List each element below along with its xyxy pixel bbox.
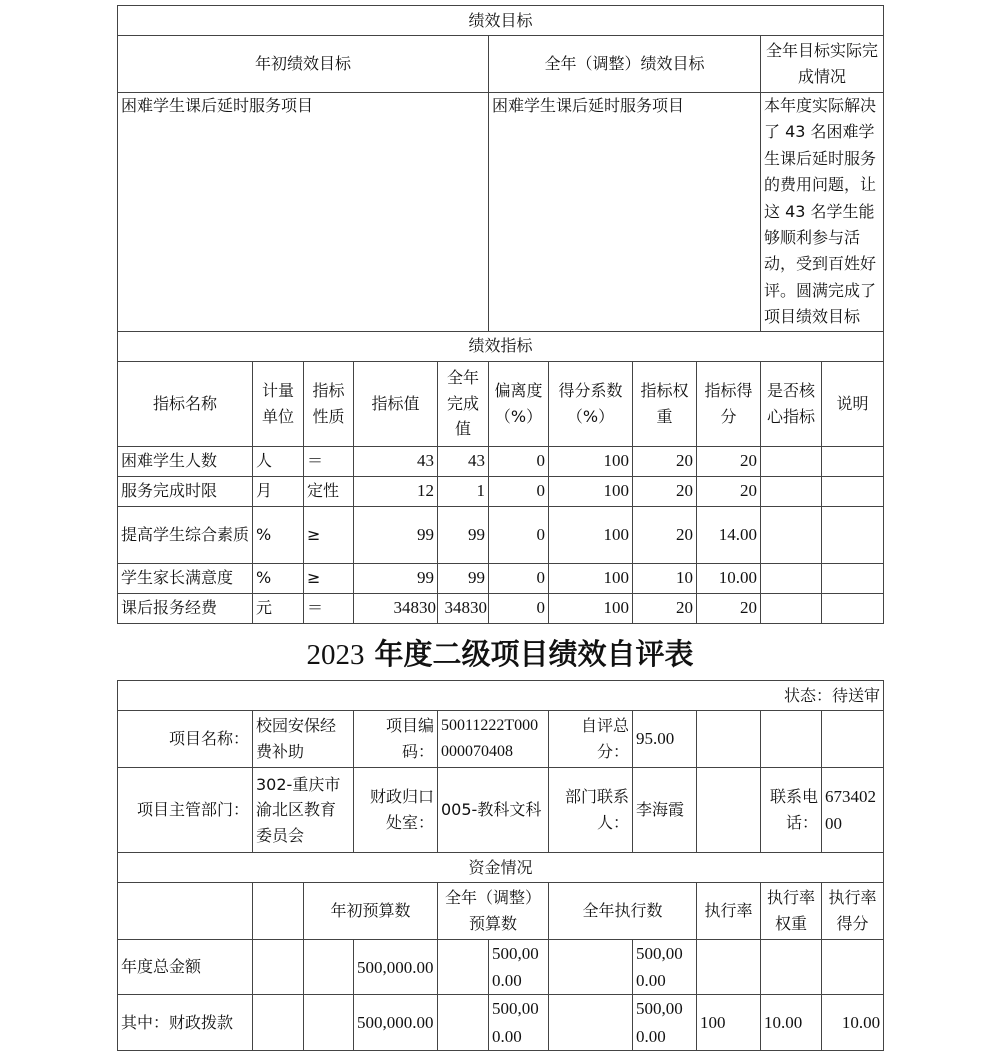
funds-header: 执行率: [697, 883, 761, 940]
indicator-completed: 34830: [438, 593, 489, 623]
indicator-nature: ≥: [304, 506, 354, 563]
funds-header: 全年执行数: [549, 883, 697, 940]
indicator-header: 指标权重: [633, 361, 697, 446]
indicators-section-title: 绩效指标: [118, 331, 884, 361]
funds-row-label: 年度总金额: [118, 940, 253, 995]
indicator-note: [822, 506, 884, 563]
indicator-weight: 20: [633, 593, 697, 623]
indicator-header: 指标性质: [304, 361, 354, 446]
indicator-coefficient: 100: [549, 506, 633, 563]
indicator-deviation: 0: [489, 506, 549, 563]
indicator-value: 99: [354, 506, 438, 563]
funds-row: [118, 940, 884, 995]
indicator-weight: 20: [633, 476, 697, 506]
indicator-completed: 1: [438, 476, 489, 506]
funds-weight: [761, 940, 822, 995]
funds-header: 执行率权重: [761, 883, 822, 940]
indicator-value: 99: [354, 563, 438, 593]
indicator-completed: 99: [438, 563, 489, 593]
indicator-header: 偏离度（%）: [489, 361, 549, 446]
funds-adjusted: 500,000.00: [489, 940, 549, 995]
indicator-row: [118, 446, 884, 476]
indicator-coefficient: 100: [549, 563, 633, 593]
indicator-row: [118, 476, 884, 506]
indicator-header: 全年完成值: [438, 361, 489, 446]
indicator-nature: ≥: [304, 563, 354, 593]
funds-section-title: 资金情况: [118, 853, 884, 883]
indicator-score: 20: [697, 446, 761, 476]
dept-value: 302-重庆市渝北区教育委员会: [253, 768, 354, 853]
project-code-value: 50011222T000000070408: [438, 711, 549, 768]
col-initial-goal-header: 年初绩效目标: [118, 36, 489, 93]
empty-cell: [304, 995, 354, 1050]
indicator-coefficient: 100: [549, 593, 633, 623]
indicator-name: 学生家长满意度: [118, 563, 253, 593]
funds-executed: 500,000.00: [633, 940, 697, 995]
indicator-note: [822, 563, 884, 593]
indicator-deviation: 0: [489, 593, 549, 623]
finance-value: 005-教科文科: [438, 768, 549, 853]
funds-header: 年初预算数: [304, 883, 438, 940]
funds-score: 10.00: [822, 995, 884, 1050]
indicator-note: [822, 446, 884, 476]
indicator-note: [822, 476, 884, 506]
indicator-core: [761, 563, 822, 593]
finance-label: 财政归口处室：: [354, 768, 438, 853]
indicator-value: 43: [354, 446, 438, 476]
indicator-header: 指标得分: [697, 361, 761, 446]
indicator-name: 困难学生人数: [118, 446, 253, 476]
indicator-value: 12: [354, 476, 438, 506]
indicator-nature: ＝: [304, 593, 354, 623]
adjusted-goal-text: 困难学生课后延时服务项目: [489, 93, 761, 332]
indicator-header: 计量单位: [253, 361, 304, 446]
indicator-weight: 20: [633, 446, 697, 476]
indicator-weight: 20: [633, 506, 697, 563]
indicator-unit: 月: [253, 476, 304, 506]
indicator-note: [822, 593, 884, 623]
project-name-label: 项目名称：: [118, 711, 253, 768]
indicator-core: [761, 506, 822, 563]
empty-cell: [253, 940, 304, 995]
project-code-label: 项目编码：: [354, 711, 438, 768]
funds-header: 执行率得分: [822, 883, 884, 940]
actual-completion-text: 本年度实际解决了 43 名困难学生课后延时服务的费用问题，让这 43 名学生能够顺利参与活动，受到百姓好评。圆满完成了项目绩效目标: [761, 93, 884, 332]
performance-goals-table: [117, 5, 884, 624]
funds-adjusted: 500,000.00: [489, 995, 549, 1050]
indicator-row: [118, 563, 884, 593]
funds-initial: 500,000.00: [354, 940, 438, 995]
empty-cell: [549, 940, 633, 995]
indicator-deviation: 0: [489, 446, 549, 476]
indicator-unit: %: [253, 563, 304, 593]
indicator-name: 课后报务经费: [118, 593, 253, 623]
form-title-year: 2023: [306, 639, 365, 671]
indicator-core: [761, 476, 822, 506]
contact-value: 李海霞: [633, 768, 697, 853]
indicator-unit: 人: [253, 446, 304, 476]
indicator-row: [118, 593, 884, 623]
goals-section-title: 绩效目标: [118, 6, 884, 36]
col-actual-completion-header: 全年目标实际完成情况: [761, 36, 884, 93]
indicator-score: 14.00: [697, 506, 761, 563]
funds-header: 全年（调整）预算数: [438, 883, 549, 940]
empty-cell: [438, 940, 489, 995]
indicator-coefficient: 100: [549, 446, 633, 476]
status-text: 状态：待送审: [118, 681, 884, 711]
empty-cell: [761, 711, 822, 768]
indicator-header: 是否核心指标: [761, 361, 822, 446]
score-value: 95.00: [633, 711, 697, 768]
indicator-core: [761, 446, 822, 476]
form-title-text: 年度二级项目绩效自评表: [364, 637, 694, 671]
indicator-header: 指标名称: [118, 361, 253, 446]
indicator-row: [118, 506, 884, 563]
empty-cell: [438, 995, 489, 1050]
empty-cell: [253, 995, 304, 1050]
indicator-score: 10.00: [697, 563, 761, 593]
indicator-header: 得分系数（%）: [549, 361, 633, 446]
dept-label: 项目主管部门：: [118, 768, 253, 853]
indicator-core: [761, 593, 822, 623]
phone-label: 联系电话：: [761, 768, 822, 853]
indicator-header: 说明: [822, 361, 884, 446]
project-name-value: 校园安保经费补助: [253, 711, 354, 768]
empty-cell: [118, 883, 253, 940]
indicator-value: 34830: [354, 593, 438, 623]
form-title: [0, 632, 1000, 673]
indicator-unit: 元: [253, 593, 304, 623]
indicator-unit: %: [253, 506, 304, 563]
indicator-weight: 10: [633, 563, 697, 593]
score-label: 自评总分：: [549, 711, 633, 768]
indicator-completed: 43: [438, 446, 489, 476]
indicator-score: 20: [697, 476, 761, 506]
phone-value: 67340200: [822, 768, 884, 853]
funds-rate: [697, 940, 761, 995]
contact-label: 部门联系人：: [549, 768, 633, 853]
indicator-header: 指标值: [354, 361, 438, 446]
empty-cell: [697, 768, 761, 853]
funds-row-label: 其中：财政拨款: [118, 995, 253, 1050]
funds-initial: 500,000.00: [354, 995, 438, 1050]
indicator-nature: ＝: [304, 446, 354, 476]
indicator-score: 20: [697, 593, 761, 623]
initial-goal-text: 困难学生课后延时服务项目: [118, 93, 489, 332]
indicator-completed: 99: [438, 506, 489, 563]
empty-cell: [822, 711, 884, 768]
funds-score: [822, 940, 884, 995]
empty-cell: [304, 940, 354, 995]
empty-cell: [549, 995, 633, 1050]
col-adjusted-goal-header: 全年（调整）绩效目标: [489, 36, 761, 93]
self-evaluation-table: [117, 680, 884, 1051]
indicator-coefficient: 100: [549, 476, 633, 506]
empty-cell: [697, 711, 761, 768]
funds-executed: 500,000.00: [633, 995, 697, 1050]
indicator-deviation: 0: [489, 476, 549, 506]
funds-rate: 100: [697, 995, 761, 1050]
indicator-nature: 定性: [304, 476, 354, 506]
indicator-deviation: 0: [489, 563, 549, 593]
funds-row: [118, 995, 884, 1050]
indicator-name: 提高学生综合素质: [118, 506, 253, 563]
funds-weight: 10.00: [761, 995, 822, 1050]
empty-cell: [253, 883, 304, 940]
indicator-name: 服务完成时限: [118, 476, 253, 506]
